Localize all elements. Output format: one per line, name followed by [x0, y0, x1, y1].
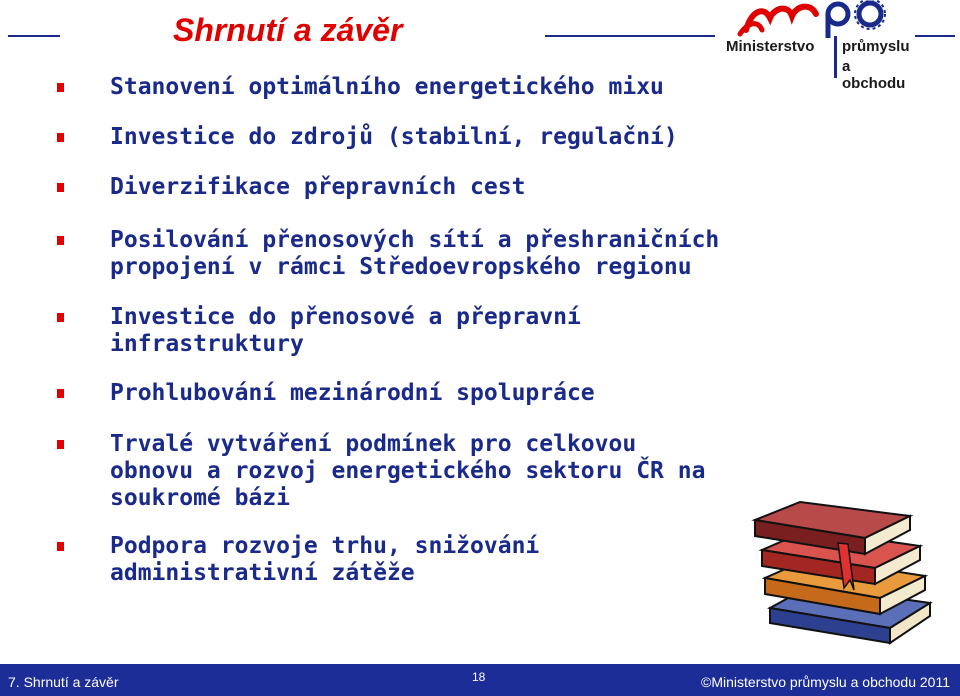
top-rule-middle — [545, 35, 715, 37]
bullet-text: Trvalé vytváření podmínek pro celkovou obnovu a rozvoj energetického sektoru ČR na soukromé bázi — [110, 431, 706, 511]
bullet-text: Podpora rozvoje trhu, snižování administrativní zátěže — [110, 533, 540, 586]
bullet-text: Prohlubování mezinárodní spolupráce — [110, 380, 595, 406]
bullet-text: Stanovení optimálního energetického mixu — [110, 74, 664, 100]
bullet-marker — [57, 236, 64, 245]
top-rule-right — [915, 35, 955, 37]
books-clipart — [740, 498, 945, 648]
footer-bar — [0, 664, 960, 696]
bullet-marker — [57, 389, 64, 398]
bullet-text: Diverzifikace přepravních cest — [110, 174, 526, 200]
footer-page-number: 18 — [472, 670, 486, 684]
bullet-text: Investice do přenosové a přepravní infrastruktury — [110, 304, 581, 357]
bullet-text: Investice do zdrojů (stabilní, regulační) — [110, 124, 678, 150]
footer-copyright: ©Ministerstvo průmyslu a obchodu 2011 — [701, 674, 950, 690]
logo-text-ministerstvo: Ministerstvo — [726, 38, 815, 55]
books-icon — [740, 498, 945, 648]
bullet-marker — [57, 83, 64, 92]
bullet-text: Posilování přenosových sítí a přeshraničních propojení v rámci Středoevropského regionu — [110, 227, 720, 280]
bullet-marker — [57, 133, 64, 142]
bullet-marker — [57, 183, 64, 192]
bullet-marker — [57, 440, 64, 449]
logo-text-prumyslu: průmyslu — [842, 38, 910, 55]
bullet-marker — [57, 313, 64, 322]
footer-section-label: 7. Shrnutí a závěr — [8, 674, 119, 690]
mpo-logo — [718, 0, 910, 92]
logo-text-obchodu: a obchodu — [842, 58, 906, 92]
top-rule-left — [8, 35, 60, 37]
bullet-marker — [57, 542, 64, 551]
slide-title: Shrnutí a závěr — [173, 12, 403, 48]
